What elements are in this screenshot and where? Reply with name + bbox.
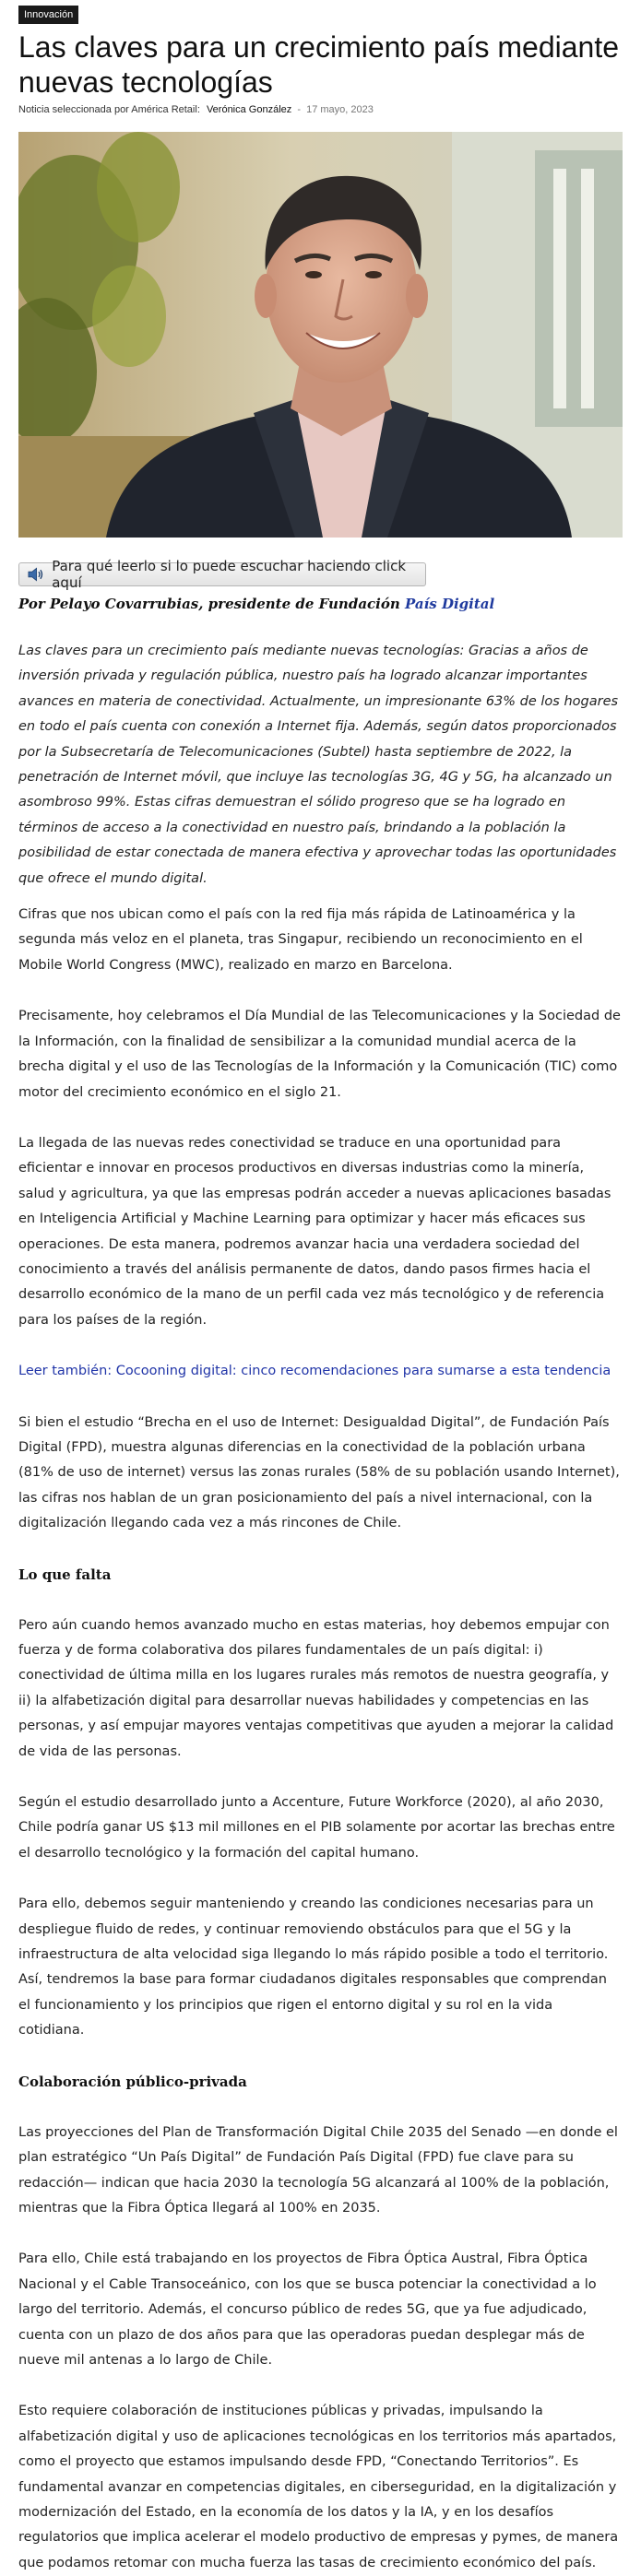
meta-separator: - — [297, 104, 302, 115]
listen-audio-label: Para qué leerlo si lo puede escuchar haciendo click aquí — [52, 558, 407, 591]
body-paragraph: Pero aún cuando hemos avanzado mucho en estas materias, hoy debemos empujar con fuerza y de forma colaborativa dos pilares fundamentales de un país digital: i) conectividad de última milla en los lugares rurales más remotos de nuestra geografía, y ii) la alfabetización digital para desarrollar nuevas habilidades y competencias en las personas, y así empujar mayores ventajas competitivas que ayuden a mejorar la calidad de vida de las personas. — [18, 1617, 614, 1759]
byline-text: Por Pelayo Covarrubias, presidente de Fundación — [18, 596, 406, 612]
speaker-icon — [27, 567, 44, 582]
listen-audio-button[interactable] — [18, 558, 426, 591]
body-paragraph: Precisamente, hoy celebramos el Día Mundial de las Telecomunicaciones y la Sociedad de la Información, con la finalidad de sensibilizar a la comunidad mundial acerca de la brecha digital y el uso de las Tecnologías de la Información y la Comunicación (TIC) como motor del crecimiento económico en el siglo 21. — [18, 1009, 621, 1100]
read-also-link[interactable]: Leer también: Cocooning digital: cinco recomendaciones para sumarse a esta tendencia — [18, 1364, 611, 1379]
body-paragraph: Para ello, debemos seguir manteniendo y creando las condiciones necesarias para un despliegue fluido de redes, y continuar removiendo obstáculos para que el 5G y la infraestructura de alta velocidad siga llegando lo más rápido posible a todo el territorio. Así, tendremos la base para formar ciudadanos digitales responsables que comprendan el funcionamiento y los principios que rigen el entorno digital y su rol en la vida cotidiana. — [18, 1897, 609, 2038]
article-meta — [18, 104, 374, 115]
body-paragraph: Esto requiere colaboración de instituciones públicas y privadas, impulsando la alfabetización digital y uso de aplicaciones tecnológicas en los territorios más apartados, como el proyecto que estamos impulsando desde FPD, “Conectando Territorios”. Es fundamental avanzar en competencias digitales, en ciberseguridad, en la digitalización y modernización del Estado, en la economía de los datos y la IA, y en los desafíos regulatorios que implica acelerar el modelo productivo de empresas y pymes, de manera que podamos retomar con mucha fuerza las tasas de crecimiento económico del país. — [18, 2404, 619, 2570]
read-also — [18, 1359, 623, 1384]
category-badge[interactable]: Innovación — [18, 6, 78, 24]
body-paragraph: Cifras que nos ubican como el país con la red fija más rápida de Latinoamérica y la segunda más veloz en el planeta, tras Singapur, recibiendo un reconocimiento en el Mobile World Congress (MWC), realizado en marzo en Barcelona. — [18, 907, 583, 973]
section-heading-lo-que-falta: Lo que falta — [18, 1566, 112, 1583]
meta-author[interactable]: Verónica González — [206, 104, 292, 115]
body-paragraph: Si bien el estudio “Brecha en el uso de Internet: Desigualdad Digital”, de Fundación País Digital (FPD), muestra algunas diferencias en la conectividad de la población urbana (81% de uso de internet) versus las zonas rurales (58% de su población usando Internet), las cifras nos hablan de un gran posicionamiento del país a nivel internacional, con la digitalización llegando cada vez a más rincones de Chile. — [18, 1414, 620, 1531]
meta-prefix: Noticia seleccionada por América Retail: — [18, 104, 200, 115]
byline — [18, 596, 494, 612]
hero-image — [18, 132, 623, 538]
intro-paragraph: Las claves para un crecimiento país mediante nuevas tecnologías: Gracias a años de inversión privada y regulación pública, nuestro país ha logrado alcanzar importantes avances en materia de conectividad. Actualmente, un impresionante 63% de los hogares en todo el país cuenta con conexión a Internet fija. Además, según datos proporcionados por la Subsecretaría de Telecomunicaciones (Subtel) hasta septiembre de 2022, la penetración de Internet móvil, que incluye las tecnologías 3G, 4G y 5G, ha alcanzado un asombroso 99%. Estas cifras demuestran el sólido progreso que se ha logrado en términos de acceso a la conectividad en nuestro país, brindando a la población la posibilidad de estar conectada de manera efectiva y aprovechar todas las oportunidades que ofrece el mundo digital. — [18, 644, 619, 886]
article-body — [18, 639, 623, 2576]
body-paragraph: Las proyecciones del Plan de Transformación Digital Chile 2035 del Senado —en donde el plan estratégico “Un País Digital” de Fundación País Digital (FPD) fue clave para su redacción— indican que hacia 2030 la tecnología 5G alcanzará al 100% de la población, mientras que la Fibra Óptica llegará al 100% en 2035. — [18, 2124, 618, 2216]
section-heading-colaboracion: Colaboración público-privada — [18, 2073, 247, 2090]
article-title: Las claves para un crecimiento país mediante nuevas tecnologías — [18, 30, 620, 99]
body-paragraph: La llegada de las nuevas redes conectividad se traduce en una oportunidad para eficientar e innovar en procesos productivos en diversas industrias como la minería, salud y agricultura, ya que las empresas podrán acceder a nuevas aplicaciones basadas en Inteligencia Artificial y Machine Learning para optimizar y hacer más eficaces sus operaciones. De esta manera, podremos avanzar hacia una verdadera sociedad del conocimiento a través del análisis permanente de datos, dando pasos firmes hacia el desarrollo económico de la mano de un perfil cada vez más tecnológico y de referencia para los países de la región. — [18, 1135, 611, 1328]
portrait-illustration — [18, 132, 623, 538]
body-paragraph: Para ello, Chile está trabajando en los proyectos de Fibra Óptica Austral, Fibra Óptica Nacional y el Cable Transoceánico, con los que se busca potenciar la conectividad a lo largo del territorio. Además, el concurso público de redes 5G, que ya fue adjudicado, cuenta con un plazo de dos años para que las operadoras puedan desplegar más de nueve mil antenas a lo largo de Chile. — [18, 2251, 597, 2368]
body-paragraph: Según el estudio desarrollado junto a Accenture, Future Workforce (2020), al año 2030, Chile podría ganar US $13 mil millones en el PIB solamente por acortar las brechas entre el desarrollo tecnológico y la formación del capital humano. — [18, 1795, 615, 1861]
meta-date: 17 mayo, 2023 — [306, 104, 374, 115]
byline-link-pais-digital[interactable]: País Digital — [405, 596, 495, 612]
